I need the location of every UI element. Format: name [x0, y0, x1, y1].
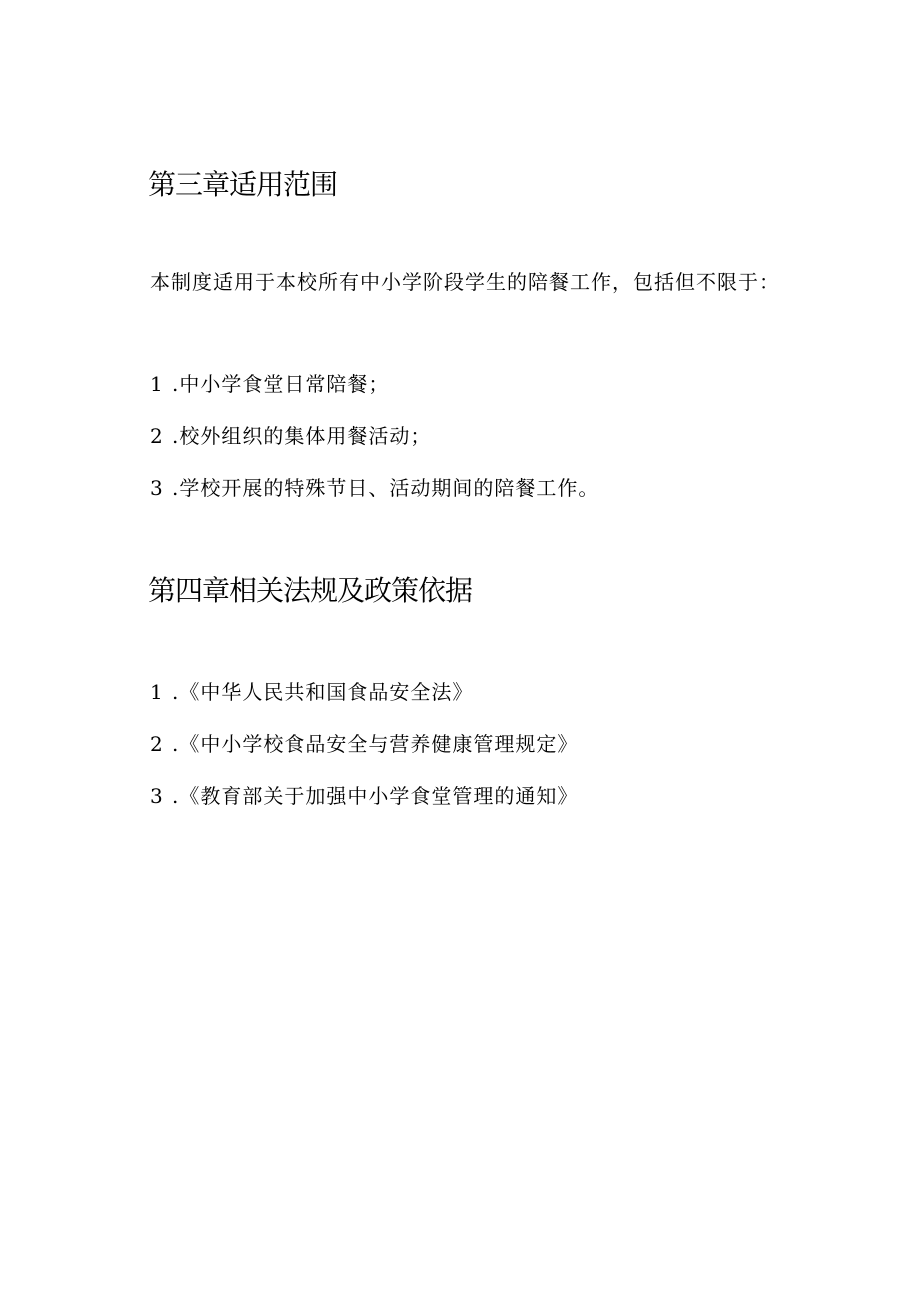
chapter4-heading: 第四章相关法规及政策依据 — [148, 574, 473, 607]
list-item-text: .《中小学校食品安全与营养健康管理规定》 — [172, 732, 579, 756]
chapter3-intro: 本制度适用于本校所有中小学阶段学生的陪餐工作，包括但不限于： — [150, 270, 780, 294]
list-item-number: 1 — [150, 680, 163, 704]
chapter4-list-item-3 — [150, 782, 578, 810]
chapter3-heading: 第三章适用范围 — [148, 168, 338, 201]
chapter4-list-item-2 — [150, 730, 578, 758]
list-item-number: 1 — [150, 372, 163, 396]
list-item-number: 2 — [150, 424, 163, 448]
chapter3-list-item-1 — [150, 370, 389, 398]
list-item-number: 3 — [150, 784, 163, 808]
list-item-text: .《教育部关于加强中小学食堂管理的通知》 — [172, 784, 579, 808]
chapter3-list-item-2 — [150, 422, 431, 450]
chapter3-list-item-3 — [150, 474, 599, 502]
list-item-number: 2 — [150, 732, 163, 756]
chapter4-list-item-1 — [150, 678, 473, 706]
list-item-text: .校外组织的集体用餐活动； — [172, 424, 432, 448]
list-item-text: .学校开展的特殊节日、活动期间的陪餐工作。 — [172, 476, 600, 500]
list-item-text: .《中华人民共和国食品安全法》 — [172, 680, 474, 704]
list-item-number: 3 — [150, 476, 163, 500]
list-item-text: .中小学食堂日常陪餐； — [172, 372, 390, 396]
